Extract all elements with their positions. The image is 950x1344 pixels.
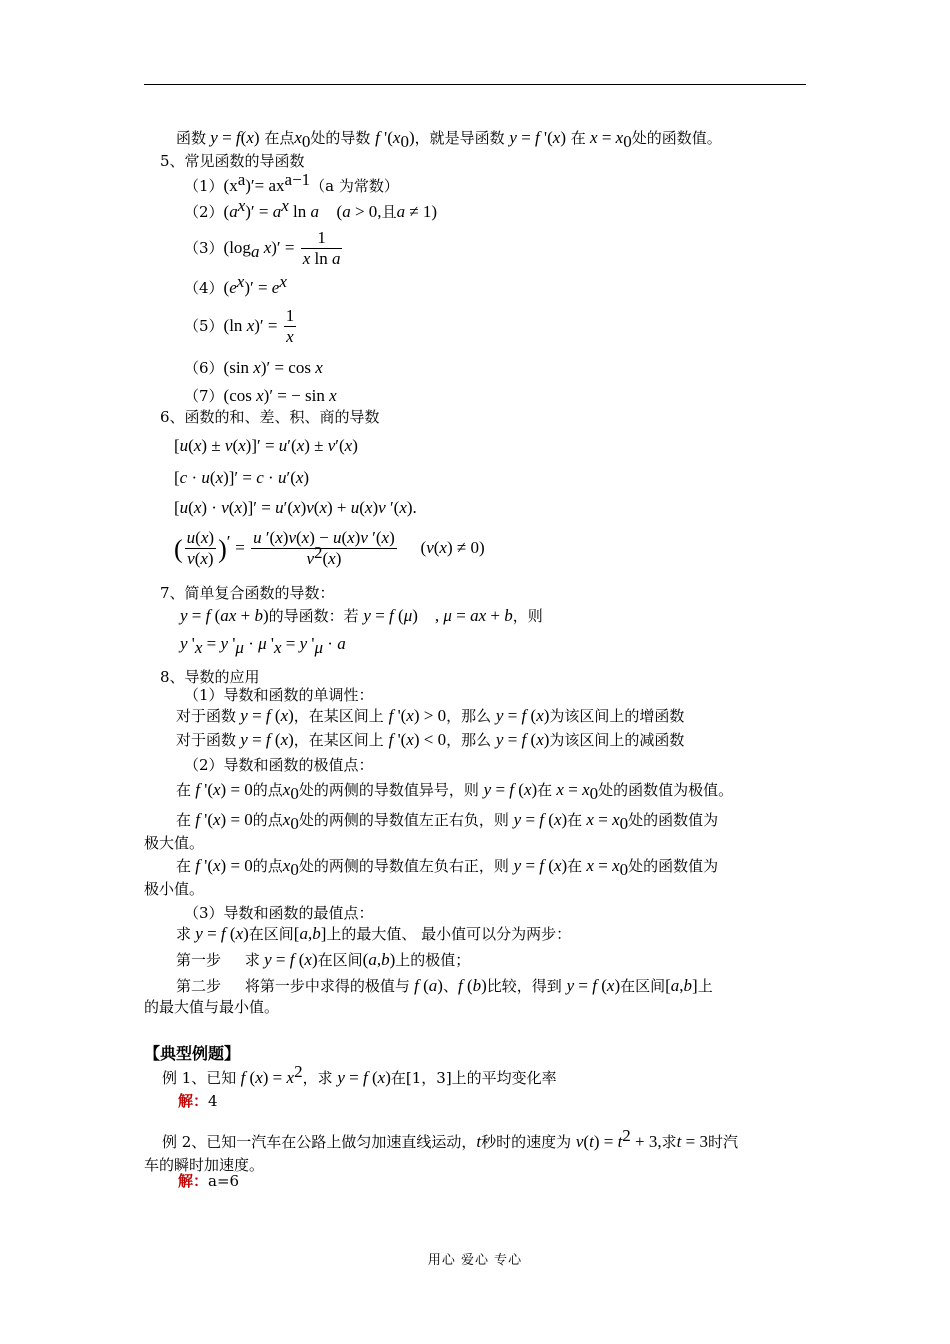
formula-exponential: $(2)(a^x)' = a^x$ ln a (a > 0,且a ≠ 1): [184, 196, 438, 221]
example-2: 例 2、已知一汽车在公路上做匀加速直线运动，t秒时的速度为 $v(t) = t^2 + 3$,求t = 3时汽: [162, 1126, 738, 1151]
rule-constant-multiple: [c · u(x)]′ = c · u′(x): [174, 468, 310, 487]
formula-cosine: （7）(cos x)′ = − sin x: [184, 386, 337, 405]
subsection-extrema: （2）导数和函数的极值点：: [184, 756, 374, 774]
example-2-cont: 车的瞬时加速度。: [144, 1156, 265, 1174]
increasing-criterion: 对于函数 y = f (x)，在某区间上 f '(x) > 0，那么 y = f (x)为该区间上的增函数: [176, 706, 685, 725]
example-2-answer: 解：a=6: [178, 1172, 240, 1190]
chain-rule-formula: y '$_x = y$ '$_\mu \cdot \mu$ '$_x = y$ '$_\mu \cdot a$: [180, 634, 346, 657]
minimum-criterion-cont: 极小值。: [144, 880, 205, 898]
maximum-criterion: 在 f '(x) = 0的点$x_0$处的两侧的导数值左正右负，则 y = f (x)在 $x = x_0$处的函数值为: [176, 810, 719, 833]
formula-logarithm: $(3)(\log_a$ x)′ = $\frac{1}{\text{x ln a}}$: [184, 228, 341, 269]
example-1-answer-value: 4: [208, 1092, 218, 1110]
formula-sine: （6）(sin x)′ = cos x: [184, 358, 323, 377]
rule-sum-difference: [u(x) ± v(x)]′ = u′(x) ± v′(x): [174, 436, 358, 455]
subsection-global-extrema: （3）导数和函数的最值点：: [184, 904, 374, 922]
decreasing-criterion: 对于函数 y = f (x)，在某区间上 f '(x) < 0，那么 y = f (x)为该区间上的减函数: [176, 730, 685, 749]
extremum-criterion: 在 f '(x) = 0的点$x_0$处的两侧的导数值异号，则 y = f (x)在 $x = x_0$处的函数值为极值。: [176, 780, 734, 803]
formula-power: $(1)(x^a)'= ax^{a-1}(a$ 为常数）: [184, 170, 399, 195]
page-footer: 用心 爱心 专心: [427, 1253, 523, 1268]
subsection-monotonicity: （1）导数和函数的单调性：: [184, 686, 374, 704]
step-two: 第二步 将第一步中求得的极值与 f (a)、f (b)比较，得到 y = f (x)在区间[a,b]上: [176, 976, 713, 995]
header-rule: [144, 84, 806, 85]
rule-quotient: ( $\frac{u(x)}{v(x)}$ )′ = $\frac{u '(x)v(x) - u(x)v '(x)}{v^2(x)}$ (v(x) ≠ 0): [174, 528, 485, 569]
global-extrema-intro: 求 y = f (x)在区间[a,b]上的最大值、 最小值可以分为两步：: [176, 924, 572, 943]
step-two-cont: 的最大值与最小值。: [144, 998, 280, 1016]
section-8-title: 8、导数的应用: [160, 668, 260, 686]
section-5-title: 5、常见函数的导函数: [160, 152, 305, 170]
formula-natural-log: （5）(ln x)′ = $\frac{1}{x}$: [184, 306, 295, 347]
minimum-criterion: 在 f '(x) = 0的点$x_0$处的两侧的导数值左负右正，则 y = f (x)在 $x = x_0$处的函数值为: [176, 856, 719, 879]
maximum-criterion-cont: 极大值。: [144, 834, 205, 852]
example-2-answer-value: a=6: [208, 1172, 240, 1190]
step-one: 第一步 求 y = f (x)在区间(a,b)上的极值；: [176, 950, 471, 969]
example-1-answer: 解：4: [178, 1092, 218, 1110]
formula-natural-exp: $(4)(e^x)' = e^x$: [184, 272, 287, 297]
composite-function-line: y = f (ax + b)的导函数：若 y = f (μ) , μ = ax + b，则: [180, 606, 543, 625]
example-1: 例 1、已知 f $(x) = x^2$，求 y = f (x)在[1，3]上的平均变化率: [162, 1062, 557, 1087]
typical-examples-heading: 【典型例题】: [144, 1044, 241, 1063]
section-7-title: 7、简单复合函数的导数：: [160, 584, 335, 602]
section-6-title: 6、函数的和、差、积、商的导数: [160, 408, 380, 426]
derivative-at-point-line: 函数 y = f(x) 在点$x_0$处的导数 f '$(x_0)$，就是导函数 y = f '(x) 在 $x = x_0$处的函数值。: [176, 128, 722, 151]
rule-product: [u(x) · v(x)]′ = u′(x)v(x) + u(x)v ′(x).: [174, 498, 417, 517]
